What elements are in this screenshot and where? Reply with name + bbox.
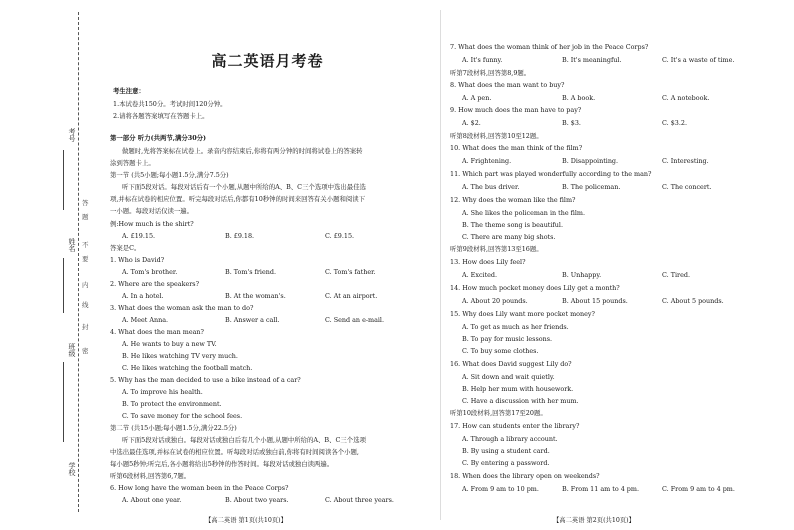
option: C. Tom's father. (325, 268, 376, 276)
name-underline (63, 258, 64, 313)
material-note: 听第8段材料,回答第10至12题。 (450, 132, 543, 140)
option: B. By using a student card. (462, 447, 550, 455)
option: A. About one year. (122, 496, 182, 504)
option: A. He wants to buy a new TV. (122, 340, 217, 348)
option: C. By entering a password. (462, 459, 550, 467)
option: C. From 9 am to 4 pm. (662, 485, 735, 493)
name-label: 姓名 (68, 238, 76, 252)
option: C. It's a waste of time. (662, 56, 735, 64)
section2-intro: 每小题5秒钟;听完后,各小题将给出5秒钟的作答时间。每段对话或独白读两遍。 (110, 460, 334, 468)
material-note: 听第7段材料,回答第8,9题。 (450, 69, 531, 77)
option: B. Answer a call. (225, 316, 280, 324)
option: A. To get as much as her friends. (462, 323, 569, 331)
option: C. The concert. (662, 183, 712, 191)
option: B. The policeman. (562, 183, 621, 191)
seal-word: 要 (82, 255, 89, 263)
question: 9. How much does the man have to pay? (450, 106, 582, 114)
option: A. Excited. (462, 271, 498, 279)
option: B. Tom's friend. (225, 268, 276, 276)
section2-intro: 中选出最佳选项,并标在试卷的相应位置。听每段对话或独白前,你将有时间阅读各个小题, (110, 448, 359, 456)
seal-word: 答 (82, 199, 89, 207)
example-option: C. £9.15. (325, 232, 355, 240)
option: C. Have a discussion with her mum. (462, 397, 579, 405)
option: A. She likes the policeman in the film. (462, 209, 586, 217)
example-option: A. £19.15. (122, 232, 156, 240)
option: A. Sit down and wait quietly. (462, 373, 555, 381)
exam-number-underline (63, 150, 64, 210)
seal-word: 封 (82, 323, 89, 331)
seal-dashed-line (78, 12, 79, 512)
example-answer: 答案是C。 (110, 244, 141, 252)
option: A. Tom's brother. (122, 268, 178, 276)
seal-word: 内 (82, 281, 89, 289)
part1-intro: 涂到答题卡上。 (110, 159, 155, 167)
example-option: B. £9.18. (225, 232, 255, 240)
option: B. The theme song is beautiful. (462, 221, 563, 229)
option: C. A notebook. (662, 94, 710, 102)
question: 17. How can students enter the library? (450, 422, 580, 430)
question: 1. Who is David? (110, 256, 165, 264)
question: 10. What does the man think of the film? (450, 144, 583, 152)
option: C. About 5 pounds. (662, 297, 724, 305)
question: 7. What does the woman think of her job in the Peace Corps? (450, 43, 649, 51)
option: B. It's meaningful. (562, 56, 622, 64)
page-footer-left: 【高二英语 第1页(共10页)】 (205, 517, 287, 524)
option: B. A book. (562, 94, 596, 102)
question: 11. Which part was played wonderfully according to the man? (450, 170, 652, 178)
class-underline (63, 362, 64, 442)
option: C. Interesting. (662, 157, 709, 165)
option: C. He likes watching the football match. (122, 364, 253, 372)
option: A. In a hotel. (122, 292, 164, 300)
option: B. About two years. (225, 496, 289, 504)
part1-intro: 做题时,先将答案标在试卷上。录音内容结束后,你将有两分钟的时间将试卷上的答案转 (122, 147, 363, 155)
option: B. From 11 am to 4 pm. (562, 485, 639, 493)
material-note: 听第6段材料,回答第6,7题。 (110, 472, 191, 480)
option: B. Unhappy. (562, 271, 602, 279)
question: 3. What does the woman ask the man to do? (110, 304, 254, 312)
section2-intro: 听下面5段对话或独白。每段对话或独白后有几个小题,从题中所给的A、B、C三个选项 (122, 436, 366, 444)
option: B. To pay for music lessons. (462, 335, 553, 343)
question: 13. How does Lily feel? (450, 258, 526, 266)
seal-word: 密 (82, 347, 89, 355)
option: A. From 9 am to 10 pm. (462, 485, 539, 493)
class-label: 班级 (68, 343, 76, 357)
option: C. $3.2. (662, 119, 687, 127)
material-note: 听第10段材料,回答第17至20题。 (450, 409, 547, 417)
option: B. Disappointing. (562, 157, 619, 165)
section1-intro: 听下面5段对话。每段对话后有一个小题,从题中所给的A、B、C三个选项中选出最佳选 (122, 183, 366, 191)
notice-heading: 考生注意： (113, 87, 145, 95)
seal-word: 不 (82, 241, 89, 249)
option: C. There are many big shots. (462, 233, 556, 241)
section2-heading: 第二节 (共15小题;每小题1.5分,满分22.5分) (110, 424, 237, 432)
material-note: 听第9段材料,回答第13至16题。 (450, 245, 543, 253)
question: 14. How much pocket money does Lily get a month? (450, 284, 620, 292)
question: 8. What does the man want to buy? (450, 81, 565, 89)
question: 16. What does David suggest Lily do? (450, 360, 572, 368)
section1-heading: 第一节 (共5小题;每小题1.5分,满分7.5分) (110, 171, 229, 179)
seal-word: 线 (82, 301, 89, 309)
option: A. Frightening. (462, 157, 512, 165)
option: C. About three years. (325, 496, 394, 504)
option: A. About 20 pounds. (462, 297, 528, 305)
option: B. He likes watching TV very much. (122, 352, 238, 360)
question: 12. Why does the woman like the film? (450, 196, 576, 204)
section1-intro: 项,并标在试卷的相应位置。听完每段对话后,你都有10秒钟的时间来回答有关小题和阅读下 (110, 195, 366, 203)
option: C. Tired. (662, 271, 690, 279)
page-footer-right: 【高二英语 第2页(共10页)】 (553, 517, 635, 524)
option: A. $2. (462, 119, 481, 127)
binding-margin (0, 0, 92, 530)
example-question: 例:How much is the shirt? (110, 220, 194, 228)
option: C. Send an e-mail. (325, 316, 385, 324)
column-divider (440, 10, 441, 520)
option: C. At an airport. (325, 292, 378, 300)
notice-item: 2.请将各题答案填写在答题卡上。 (113, 112, 209, 120)
section1-intro: 一小题。每段对话仅读一遍。 (110, 207, 194, 215)
option: B. $3. (562, 119, 581, 127)
notice-item: 1.本试卷共150分。考试时间120分钟。 (113, 100, 227, 108)
question: 4. What does the man mean? (110, 328, 204, 336)
seal-word: 题 (82, 213, 89, 221)
option: B. To protect the environment. (122, 400, 222, 408)
option: A. Meet Anna. (122, 316, 169, 324)
option: B. Help her mum with housework. (462, 385, 574, 393)
option: A. Through a library account. (462, 435, 558, 443)
option: A. To improve his health. (122, 388, 203, 396)
page-title: 高二英语月考卷 (211, 52, 324, 70)
option: C. To save money for the school fees. (122, 412, 243, 420)
school-label: 学校 (68, 462, 76, 476)
question: 5. Why has the man decided to use a bike instead of a car? (110, 376, 301, 384)
part1-heading: 第一部分 听力(共两节,满分30分) (110, 134, 207, 142)
exam-number-label: 考号 (68, 128, 76, 142)
question: 6. How long have the woman been in the Peace Corps? (110, 484, 289, 492)
option: B. At the woman's. (225, 292, 286, 300)
option: A. It's funny. (462, 56, 503, 64)
option: C. To buy some clothes. (462, 347, 539, 355)
option: B. About 15 pounds. (562, 297, 628, 305)
question: 2. Where are the speakers? (110, 280, 200, 288)
option: A. A pen. (462, 94, 492, 102)
question: 18. When does the library open on weekends? (450, 472, 600, 480)
option: A. The bus driver. (462, 183, 520, 191)
question: 15. Why does Lily want more pocket money? (450, 310, 595, 318)
